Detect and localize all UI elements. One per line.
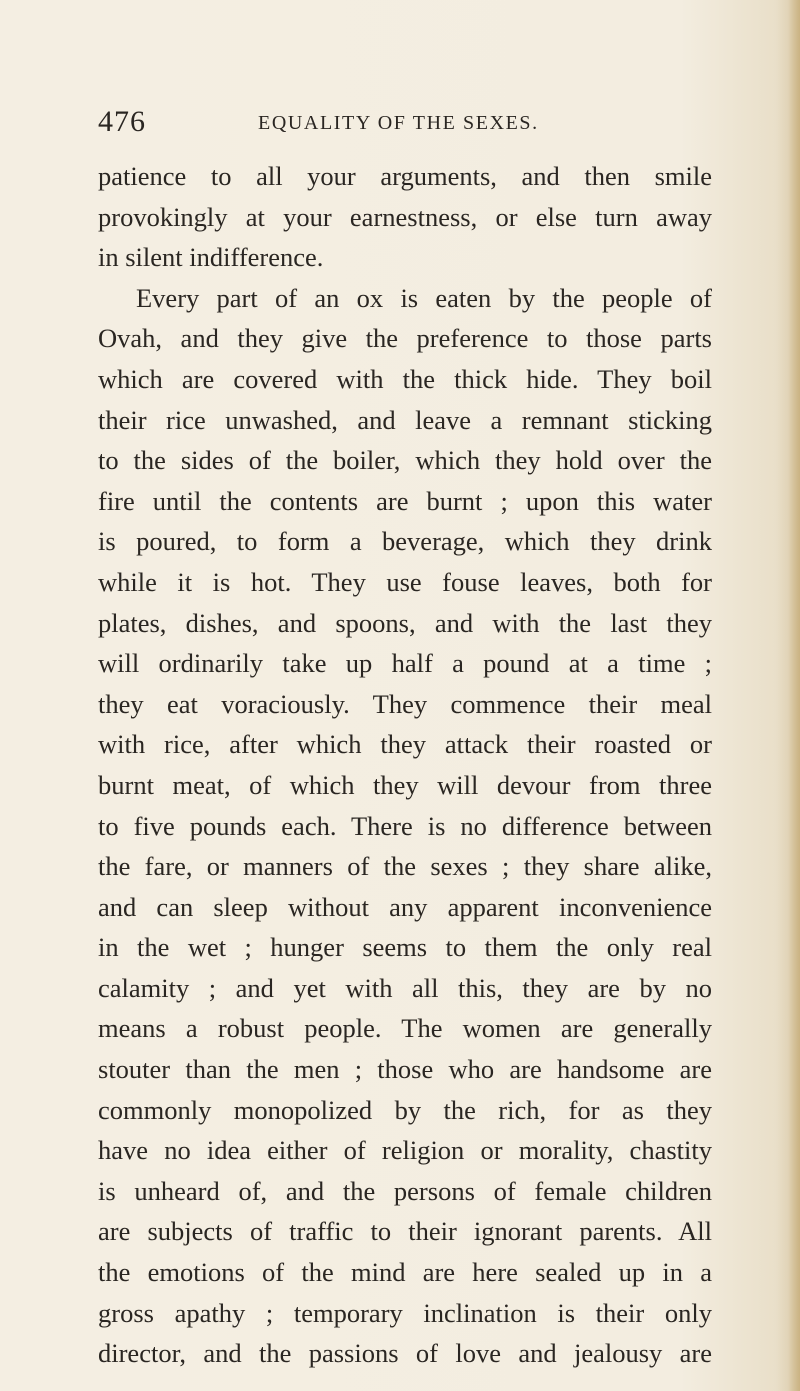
- body-text: [98, 156, 712, 1374]
- running-head: [98, 102, 710, 142]
- text-line: the emotions of the mind are here sealed up in a: [98, 1257, 712, 1288]
- text-line: are subjects of traffic to their ignorant parents. All: [98, 1216, 712, 1247]
- text-line: plates, dishes, and spoons, and with the last they: [98, 607, 712, 638]
- text-line: in the wet ; hunger seems to them the only real: [98, 932, 712, 963]
- text-line: with rice, after which they attack their roasted or: [98, 729, 712, 760]
- text-line: is unheard of, and the persons of female children: [98, 1175, 712, 1206]
- text-line: gross apathy ; temporary inclination is their only: [98, 1297, 712, 1328]
- text-line: director, and the passions of love and jealousy are: [98, 1338, 712, 1369]
- text-line: is poured, to form a beverage, which they drink: [98, 526, 712, 557]
- text-line: Ovah, and they give the preference to those parts: [98, 323, 712, 354]
- text-line: to five pounds each. There is no difference between: [98, 810, 712, 841]
- text-line: which are covered with the thick hide. They boil: [98, 363, 712, 394]
- text-line: while it is hot. They use fouse leaves, both for: [98, 566, 712, 597]
- text-line: calamity ; and yet with all this, they are by no: [98, 972, 712, 1003]
- text-line: patience to all your arguments, and then smile: [98, 161, 712, 191]
- text-line: stouter than the men ; those who are handsome are: [98, 1054, 712, 1085]
- text-line: fire until the contents are burnt ; upon this water: [98, 485, 712, 516]
- text-line: provokingly at your earnestness, or else turn away: [98, 201, 712, 232]
- text-line: the fare, or manners of the sexes ; they share alike,: [98, 851, 712, 882]
- text-line: burnt meat, of which they will devour from three: [98, 769, 712, 800]
- page-number: 476: [98, 105, 146, 138]
- text-line: to the sides of the boiler, which they hold over the: [98, 445, 712, 476]
- text-line: means a robust people. The women are generally: [98, 1013, 712, 1044]
- text-line: have no idea either of religion or morality, chastity: [98, 1135, 712, 1166]
- page-edge-shadow: [788, 0, 800, 1391]
- text-line: and can sleep without any apparent inconvenience: [98, 891, 712, 922]
- text-line: in silent indifference.: [98, 242, 324, 273]
- text-line: their rice unwashed, and leave a remnant sticking: [98, 404, 712, 435]
- text-line: Every part of an ox is eaten by the people of: [136, 282, 712, 313]
- text-line: will ordinarily take up half a pound at a time ;: [98, 648, 712, 679]
- text-line: they eat voraciously. They commence their meal: [98, 688, 712, 719]
- text-line: commonly monopolized by the rich, for as they: [98, 1094, 712, 1125]
- running-title: EQUALITY OF THE SEXES.: [258, 112, 539, 134]
